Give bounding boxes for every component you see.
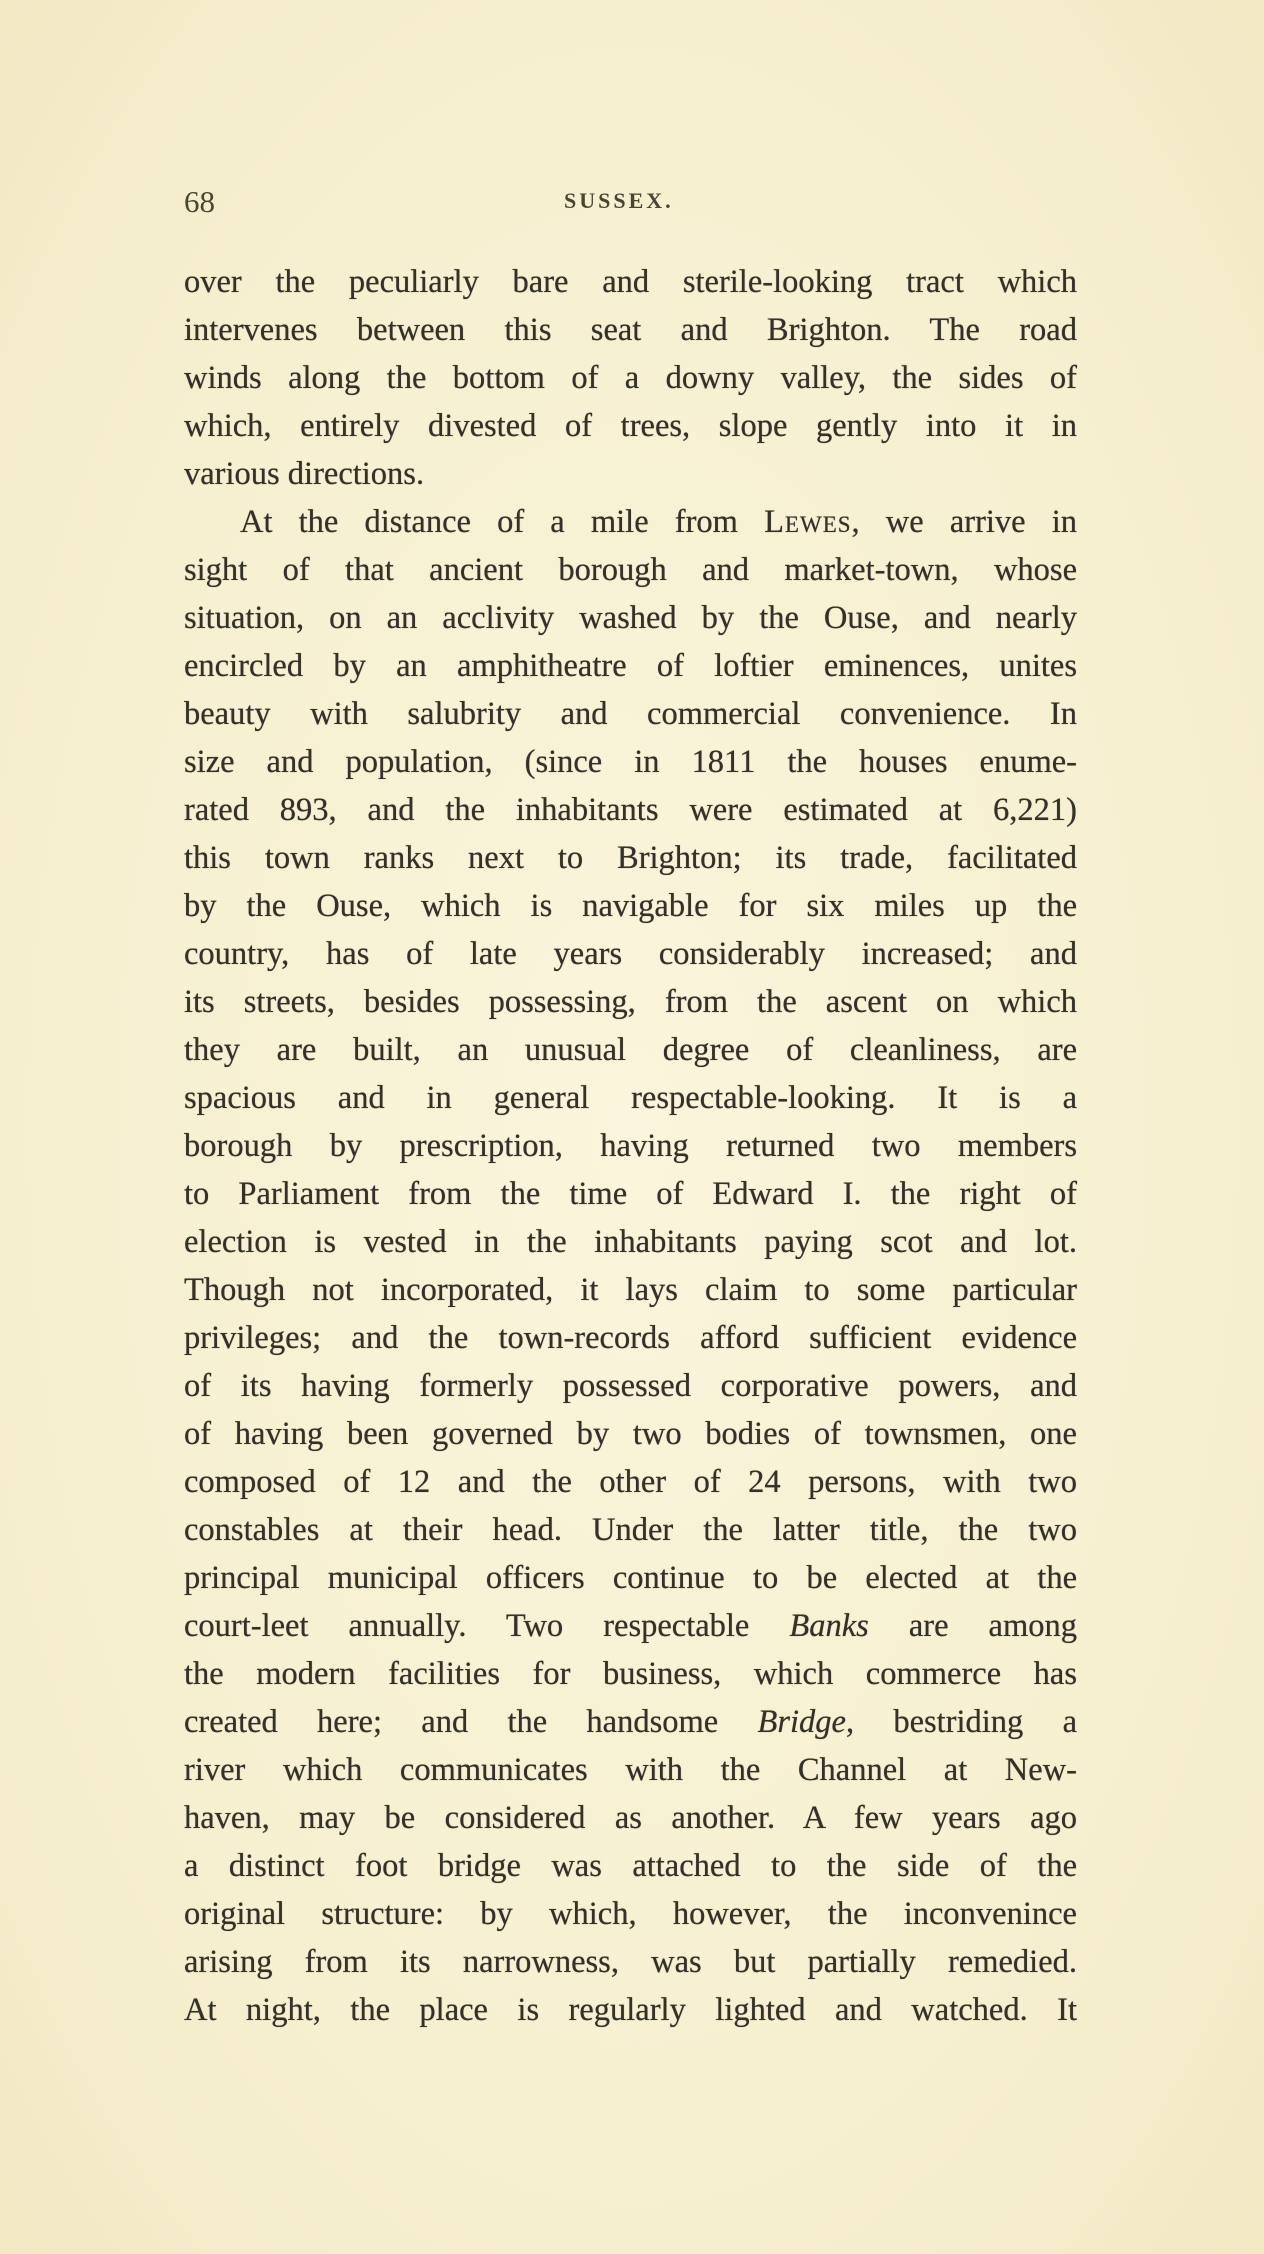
text-line — [184, 882, 1077, 930]
text-line — [184, 1794, 1077, 1842]
text-segment: haven, may be considered as another. A few years ago — [184, 1800, 1077, 1836]
text-line — [184, 834, 1077, 882]
text-segment: , we arrive in — [851, 504, 1078, 540]
text-segment: of having been governed by two bodies of townsmen, one — [184, 1416, 1077, 1452]
text-line — [184, 546, 1077, 594]
running-title: SUSSEX. — [564, 188, 674, 213]
text-segment: its streets, besides possessing, from the ascent on which — [184, 984, 1077, 1020]
text-line — [184, 402, 1077, 450]
text-segment: borough by prescription, having returned two members — [184, 1128, 1077, 1164]
text-segment: constables at their head. Under the latter title, the two — [184, 1512, 1077, 1548]
text-segment: of its having formerly possessed corporative powers, and — [184, 1368, 1077, 1404]
text-line — [184, 1410, 1077, 1458]
text-segment: which, entirely divested of trees, slope gently into it in — [184, 408, 1077, 444]
text-segment: , bestriding a — [845, 1704, 1077, 1740]
text-line — [184, 1074, 1077, 1122]
text-line — [184, 1362, 1077, 1410]
text-segment: original structure: by which, however, the inconvenince — [184, 1896, 1077, 1932]
italic-text: Bridge — [757, 1704, 846, 1740]
text-line — [184, 1938, 1077, 1986]
text-segment: principal municipal officers continue to be elected at the — [184, 1560, 1077, 1596]
text-line — [184, 258, 1077, 306]
body-text — [184, 258, 1077, 2034]
text-line — [184, 786, 1077, 834]
text-line — [184, 690, 1077, 738]
text-segment: sight of that ancient borough and market-town, whose — [184, 552, 1077, 588]
text-segment: river which communicates with the Channel at New- — [184, 1752, 1077, 1788]
text-segment: election is vested in the inhabitants paying scot and lot. — [184, 1224, 1077, 1260]
text-segment: a distinct foot bridge was attached to the side of the — [184, 1848, 1077, 1884]
text-segment: size and population, (since in 1811 the houses enume- — [184, 744, 1077, 780]
text-segment: various directions. — [184, 456, 425, 492]
text-line — [184, 450, 1077, 498]
text-segment: are among — [868, 1608, 1077, 1644]
text-line — [184, 642, 1077, 690]
text-line — [184, 306, 1077, 354]
text-segment: Though not incorporated, it lays claim to some particular — [184, 1272, 1077, 1308]
text-segment: intervenes between this seat and Brighton. The road — [184, 312, 1077, 348]
text-line — [184, 1122, 1077, 1170]
text-line — [184, 1986, 1077, 2034]
text-segment: created here; and the handsome — [184, 1704, 758, 1740]
text-line — [184, 1506, 1077, 1554]
text-line — [184, 1842, 1077, 1890]
text-segment: country, has of late years considerably increased; and — [184, 936, 1077, 972]
small-caps-text: Lewes — [764, 504, 852, 540]
text-line — [184, 594, 1077, 642]
text-line — [184, 978, 1077, 1026]
text-segment: this town ranks next to Brighton; its trade, facilitated — [184, 840, 1077, 876]
text-segment: At the distance of a mile from — [240, 504, 765, 540]
text-line — [184, 1554, 1077, 1602]
italic-text: Banks — [789, 1608, 869, 1644]
text-line — [184, 1602, 1077, 1650]
text-line — [184, 354, 1077, 402]
text-segment: spacious and in general respectable-looking. It is a — [184, 1080, 1077, 1116]
text-segment: over the peculiarly bare and sterile-looking tract which — [184, 264, 1077, 300]
text-segment: rated 893, and the inhabitants were estimated at 6,221) — [184, 792, 1077, 828]
text-line — [184, 498, 1077, 546]
text-line — [184, 1650, 1077, 1698]
text-segment: arising from its narrowness, was but partially remedied. — [184, 1944, 1077, 1980]
text-segment: At night, the place is regularly lighted and watched. It — [184, 1992, 1077, 2028]
text-segment: situation, on an acclivity washed by the Ouse, and nearly — [184, 600, 1077, 636]
text-segment: by the Ouse, which is navigable for six miles up the — [184, 888, 1077, 924]
text-line — [184, 1746, 1077, 1794]
text-line — [184, 1890, 1077, 1938]
text-segment: the modern facilities for business, which commerce has — [184, 1656, 1077, 1692]
text-line — [184, 1698, 1077, 1746]
text-line — [184, 1170, 1077, 1218]
text-segment: privileges; and the town-records afford sufficient evidence — [184, 1320, 1077, 1356]
text-segment: composed of 12 and the other of 24 persons, with two — [184, 1464, 1077, 1500]
text-line — [184, 1026, 1077, 1074]
text-line — [184, 1458, 1077, 1506]
running-head — [184, 184, 1077, 224]
text-segment: court-leet annually. Two respectable — [184, 1608, 790, 1644]
page-number: 68 — [184, 184, 215, 219]
text-segment: to Parliament from the time of Edward I. the right of — [184, 1176, 1077, 1212]
text-segment: beauty with salubrity and commercial convenience. In — [184, 696, 1077, 732]
text-segment: they are built, an unusual degree of cleanliness, are — [184, 1032, 1077, 1068]
text-line — [184, 930, 1077, 978]
text-line — [184, 738, 1077, 786]
text-line — [184, 1314, 1077, 1362]
text-segment: winds along the bottom of a downy valley, the sides of — [184, 360, 1077, 396]
text-segment: encircled by an amphitheatre of loftier eminences, unites — [184, 648, 1077, 684]
text-line — [184, 1266, 1077, 1314]
text-line — [184, 1218, 1077, 1266]
